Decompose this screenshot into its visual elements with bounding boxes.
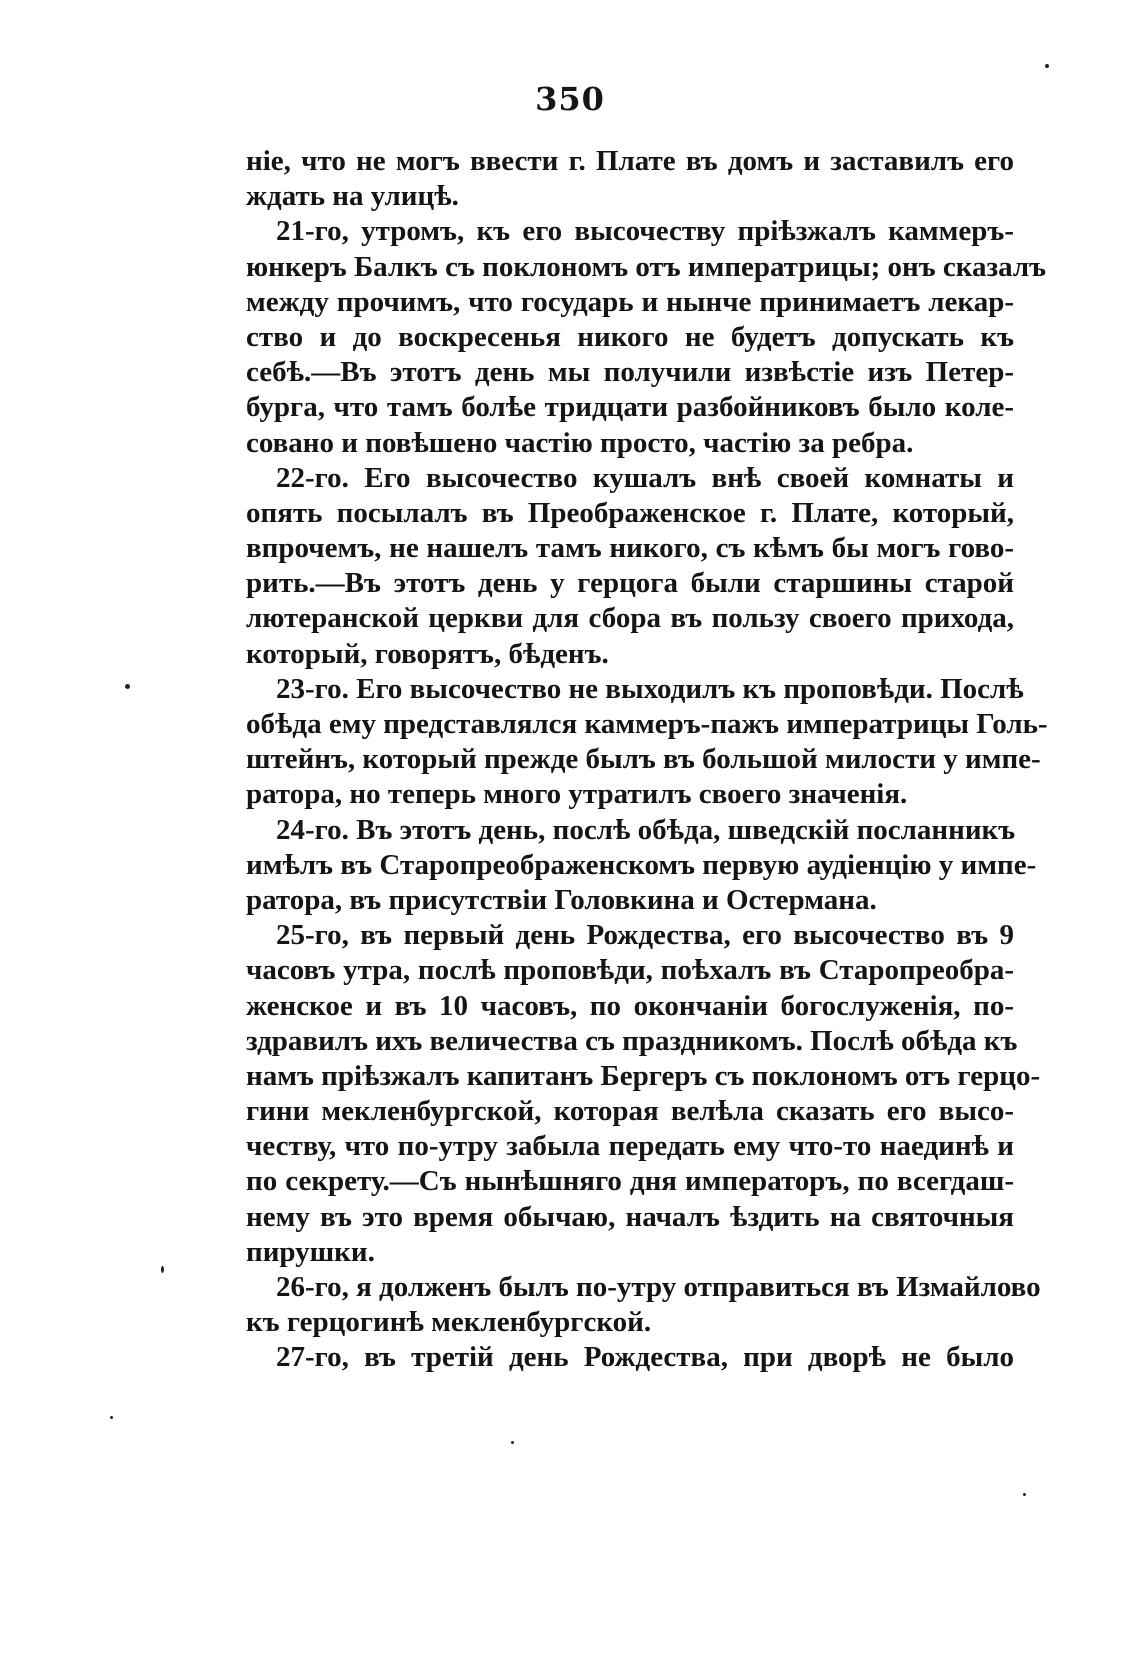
text-line: совано и повѣшено частію просто, частію за ребра. [246,426,914,459]
scan-speck [511,1441,514,1444]
text-line: 24-го. Въ этотъ день, послѣ обѣда, шведскій посланникъ [276,813,1016,846]
text-line: къ герцогинѣ мекленбургской. [246,1306,652,1339]
text-line: штейнъ, который прежде былъ въ большой милости у импе- [246,743,1041,776]
text-line: 22-го. Его высочество кушалъ внѣ своей комнаты и [276,461,1014,494]
text-line: честву, что по-утру забыла передать ему что-то наединѣ и [246,1130,1014,1163]
text-line: часовъ утра, послѣ проповѣди, поѣхалъ въ Старопреобра- [246,954,1014,987]
scan-speck [125,684,130,689]
scan-speck [161,1266,164,1273]
text-line: ніе, что не могъ ввести г. Плате въ домъ и заставилъ его [246,145,1014,177]
text-line: 25-го, въ первый день Рождества, его высочество въ 9 [276,919,1014,952]
text-line: 27-го, въ третій день Рождества, при дворѣ не было [276,1341,1014,1374]
scan-speck [110,1416,113,1419]
text-line: нему въ это время обычаю, началъ ѣздить на святочныя [246,1200,1014,1233]
text-line: ство и до воскресенья никого не будетъ допускать къ [246,320,1014,353]
text-line: ратора, въ присутствіи Головкина и Остермана. [246,883,877,916]
scan-speck [1045,64,1049,68]
text-line: бурга, что тамъ болѣе тридцати разбойниковъ было коле- [246,391,1014,424]
page-number: 350 [535,80,605,118]
text-line: 26-го, я долженъ былъ по-утру отправиться въ Измайлово [276,1271,1041,1303]
text-line: по секрету.—Съ нынѣшняго дня императоръ, по всегдаш- [246,1165,1014,1198]
text-line: женское и въ 10 часовъ, по окончаніи богослуженія, по- [246,989,1014,1022]
text-line: 23-го. Его высочество не выходилъ къ проповѣди. Послѣ [276,672,1024,705]
text-line: между прочимъ, что государь и нынче принимаетъ лекар- [246,285,1014,318]
scan-speck [1023,1493,1026,1496]
text-line: лютеранской церкви для сбора въ пользу своего прихода, [246,602,1014,635]
text-line: себѣ.—Въ этотъ день мы получили извѣстіе изъ Петер- [246,356,1014,389]
text-line: 21-го, утромъ, къ его высочеству пріѣзжалъ каммеръ- [276,215,1014,248]
text-line: рить.—Въ этотъ день у герцога были старшины старой [246,567,1014,600]
text-line: ждать на улицѣ. [246,180,459,213]
text-line: гини мекленбургской, которая велѣла сказать его высо- [246,1095,1014,1128]
text-line: пирушки. [246,1235,375,1268]
text-line: впрочемъ, не нашелъ тамъ никого, съ кѣмъ бы могъ гово- [246,532,1014,565]
text-line: опять посылалъ въ Преображенское г. Плате, который, [246,496,1014,529]
text-line: юнкеръ Балкъ съ поклономъ отъ императрицы; онъ сказалъ [246,250,1047,283]
text-line: намъ пріѣзжалъ капитанъ Бергеръ съ поклономъ отъ герцо- [246,1059,1041,1092]
text-line: имѣлъ въ Старопреображенскомъ первую аудіенцію у импе- [246,848,1037,881]
text-line: ратора, но теперь много утратилъ своего значенія. [246,778,908,811]
text-line: который, говорятъ, бѣденъ. [246,637,609,670]
text-line: обѣда ему представлялся каммеръ-пажъ императрицы Голь- [246,708,1048,740]
text-line: здравилъ ихъ величества съ праздникомъ. Послѣ обѣда къ [246,1024,1018,1057]
body-text [246,144,1048,1376]
